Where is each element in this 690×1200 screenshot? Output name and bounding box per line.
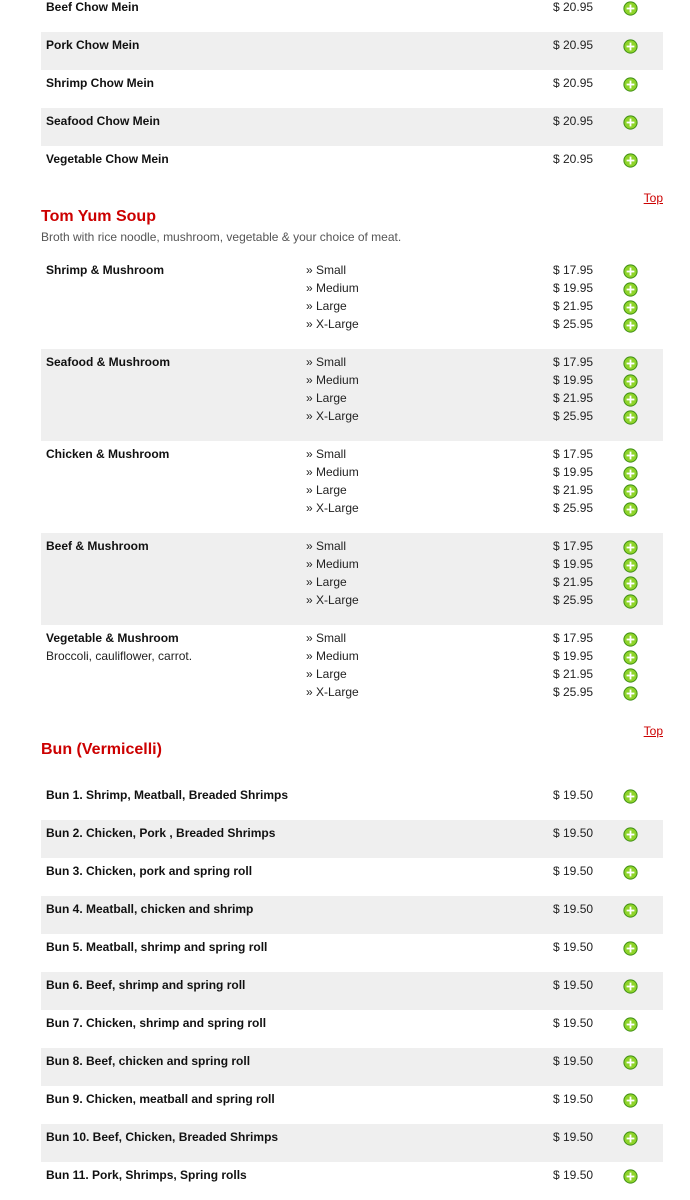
item-name: Bun 5. Meatball, shrimp and spring roll xyxy=(46,940,268,954)
item-size-option: » Medium xyxy=(306,281,359,295)
add-to-order-button[interactable] xyxy=(623,1017,638,1032)
item-price: $ 19.95 xyxy=(553,281,594,295)
add-to-order-button[interactable] xyxy=(623,392,638,407)
plus-circle-icon xyxy=(623,264,638,279)
add-to-order-button[interactable] xyxy=(623,1169,638,1184)
menu-item-row xyxy=(41,858,663,896)
plus-circle-icon xyxy=(623,576,638,591)
item-price: $ 20.95 xyxy=(553,152,594,166)
add-to-order-button[interactable] xyxy=(623,318,638,333)
item-price: $ 19.50 xyxy=(553,1168,594,1182)
item-name: Bun 3. Chicken, pork and spring roll xyxy=(46,864,253,878)
plus-circle-icon xyxy=(623,594,638,609)
item-price: $ 19.50 xyxy=(553,826,594,840)
item-price: $ 21.95 xyxy=(553,299,594,313)
add-to-order-button[interactable] xyxy=(623,115,638,130)
menu-section-bun-vermicelli xyxy=(0,740,690,1200)
item-name: Bun 1. Shrimp, Meatball, Breaded Shrimps xyxy=(46,788,289,802)
item-name: Pork Chow Mein xyxy=(46,38,140,52)
plus-circle-icon xyxy=(623,558,638,573)
add-to-order-button[interactable] xyxy=(623,903,638,918)
item-name: Beef Chow Mein xyxy=(46,0,139,14)
menu-item-row xyxy=(41,625,663,717)
item-name: Beef & Mushroom xyxy=(46,539,149,553)
plus-circle-icon xyxy=(623,941,638,956)
add-to-order-button[interactable] xyxy=(623,789,638,804)
item-size-option: » Small xyxy=(306,631,347,645)
item-price: $ 19.50 xyxy=(553,864,594,878)
plus-circle-icon xyxy=(623,1,638,16)
add-to-order-button[interactable] xyxy=(623,632,638,647)
menu-item-row xyxy=(41,972,663,1010)
add-to-order-button[interactable] xyxy=(623,153,638,168)
plus-circle-icon xyxy=(623,448,638,463)
plus-circle-icon xyxy=(623,392,638,407)
plus-circle-icon xyxy=(623,374,638,389)
item-price: $ 21.95 xyxy=(553,483,594,497)
item-price: $ 19.95 xyxy=(553,465,594,479)
item-price: $ 19.95 xyxy=(553,649,594,663)
add-to-order-button[interactable] xyxy=(623,282,638,297)
item-size-option: » X-Large xyxy=(306,501,359,515)
section-title: Tom Yum Soup xyxy=(41,208,156,225)
item-name: Bun 4. Meatball, chicken and shrimp xyxy=(46,902,254,916)
item-size-option: » Large xyxy=(306,483,347,497)
menu-item-row xyxy=(41,896,663,934)
item-size-option: » Small xyxy=(306,539,347,553)
plus-circle-icon xyxy=(623,410,638,425)
item-size-option: » Large xyxy=(306,575,347,589)
section-description: Broth with rice noodle, mushroom, vegetable & your choice of meat. xyxy=(41,230,402,244)
item-price: $ 17.95 xyxy=(553,447,594,461)
menu-item-row xyxy=(41,146,663,184)
item-price: $ 19.50 xyxy=(553,788,594,802)
item-name: Seafood Chow Mein xyxy=(46,114,160,128)
item-name: Bun 9. Chicken, meatball and spring roll xyxy=(46,1092,275,1106)
item-name: Shrimp & Mushroom xyxy=(46,263,165,277)
plus-circle-icon xyxy=(623,466,638,481)
plus-circle-icon xyxy=(623,300,638,315)
item-price: $ 21.95 xyxy=(553,575,594,589)
item-price: $ 25.95 xyxy=(553,317,594,331)
menu-section-tom-yum-soup xyxy=(0,207,690,738)
item-name: Bun 6. Beef, shrimp and spring roll xyxy=(46,978,246,992)
plus-circle-icon xyxy=(623,827,638,842)
menu-item-row xyxy=(41,1124,663,1162)
add-to-order-button[interactable] xyxy=(623,484,638,499)
item-price: $ 25.95 xyxy=(553,501,594,515)
plus-circle-icon xyxy=(623,356,638,371)
item-size-option: » Small xyxy=(306,263,347,277)
plus-circle-icon xyxy=(623,1055,638,1070)
item-size-option: » Small xyxy=(306,355,347,369)
plus-circle-icon xyxy=(623,865,638,880)
section-title: Bun (Vermicelli) xyxy=(41,741,162,758)
add-to-order-button[interactable] xyxy=(623,448,638,463)
item-price: $ 19.50 xyxy=(553,1130,594,1144)
item-price: $ 19.50 xyxy=(553,1054,594,1068)
plus-circle-icon xyxy=(623,115,638,130)
item-price: $ 20.95 xyxy=(553,0,594,14)
menu-item-row xyxy=(41,0,663,32)
add-to-order-button[interactable] xyxy=(623,576,638,591)
plus-circle-icon xyxy=(623,282,638,297)
item-name: Vegetable Chow Mein xyxy=(46,152,169,166)
plus-circle-icon xyxy=(623,650,638,665)
item-name: Shrimp Chow Mein xyxy=(46,76,154,90)
plus-circle-icon xyxy=(623,77,638,92)
menu-item-row xyxy=(41,349,663,441)
menu-item-row xyxy=(41,32,663,70)
item-price: $ 19.50 xyxy=(553,978,594,992)
plus-circle-icon xyxy=(623,318,638,333)
menu-item-row xyxy=(41,1086,663,1124)
item-name: Bun 7. Chicken, shrimp and spring roll xyxy=(46,1016,267,1030)
item-size-option: » Medium xyxy=(306,373,359,387)
item-price: $ 20.95 xyxy=(553,38,594,52)
add-to-order-button[interactable] xyxy=(623,594,638,609)
add-to-order-button[interactable] xyxy=(623,827,638,842)
menu-item-row xyxy=(41,1162,663,1200)
item-description: Broccoli, cauliflower, carrot. xyxy=(46,649,193,663)
item-price: $ 25.95 xyxy=(553,409,594,423)
plus-circle-icon xyxy=(623,39,638,54)
add-to-order-button[interactable] xyxy=(623,865,638,880)
back-to-top-link[interactable]: Top xyxy=(643,191,663,205)
add-to-order-button[interactable] xyxy=(623,941,638,956)
item-size-option: » X-Large xyxy=(306,685,359,699)
item-size-option: » Small xyxy=(306,447,347,461)
item-size-option: » X-Large xyxy=(306,317,359,331)
plus-circle-icon xyxy=(623,153,638,168)
menu-item-row xyxy=(41,533,663,625)
item-price: $ 25.95 xyxy=(553,593,594,607)
item-price: $ 19.50 xyxy=(553,902,594,916)
plus-circle-icon xyxy=(623,502,638,517)
item-price: $ 20.95 xyxy=(553,114,594,128)
add-to-order-button[interactable] xyxy=(623,668,638,683)
add-to-order-button[interactable] xyxy=(623,39,638,54)
add-to-order-button[interactable] xyxy=(623,466,638,481)
add-to-order-button[interactable] xyxy=(623,1055,638,1070)
item-name: Vegetable & Mushroom xyxy=(46,631,179,645)
item-size-option: » Medium xyxy=(306,465,359,479)
item-price: $ 21.95 xyxy=(553,667,594,681)
add-to-order-button[interactable] xyxy=(623,979,638,994)
item-size-option: » Medium xyxy=(306,557,359,571)
item-size-option: » X-Large xyxy=(306,409,359,423)
menu-item-row xyxy=(41,934,663,972)
add-to-order-button[interactable] xyxy=(623,502,638,517)
add-to-order-button[interactable] xyxy=(623,1131,638,1146)
add-to-order-button[interactable] xyxy=(623,650,638,665)
back-to-top-link[interactable]: Top xyxy=(643,724,663,738)
plus-circle-icon xyxy=(623,1093,638,1108)
back-to-top-row xyxy=(41,191,663,205)
add-to-order-button[interactable] xyxy=(623,264,638,279)
add-to-order-button[interactable] xyxy=(623,300,638,315)
section-header xyxy=(41,740,663,782)
item-price: $ 19.50 xyxy=(553,1092,594,1106)
item-price: $ 21.95 xyxy=(553,391,594,405)
menu-item-row xyxy=(41,820,663,858)
add-to-order-button[interactable] xyxy=(623,410,638,425)
item-name: Bun 8. Beef, chicken and spring roll xyxy=(46,1054,251,1068)
item-price: $ 19.95 xyxy=(553,373,594,387)
add-to-order-button[interactable] xyxy=(623,374,638,389)
plus-circle-icon xyxy=(623,1017,638,1032)
plus-circle-icon xyxy=(623,979,638,994)
plus-circle-icon xyxy=(623,1131,638,1146)
item-price: $ 19.50 xyxy=(553,1016,594,1030)
item-size-option: » Large xyxy=(306,299,347,313)
item-price: $ 19.50 xyxy=(553,940,594,954)
item-name: Bun 2. Chicken, Pork , Breaded Shrimps xyxy=(46,826,276,840)
add-to-order-button[interactable] xyxy=(623,686,638,701)
menu-item-row xyxy=(41,441,663,533)
menu-item-row xyxy=(41,1048,663,1086)
menu-item-row xyxy=(41,70,663,108)
item-price: $ 20.95 xyxy=(553,76,594,90)
add-to-order-button[interactable] xyxy=(623,1,638,16)
menu-item-row xyxy=(41,782,663,820)
item-price: $ 17.95 xyxy=(553,631,594,645)
item-price: $ 25.95 xyxy=(553,685,594,699)
menu-section-chow-mein xyxy=(0,0,690,205)
menu-item-row xyxy=(41,257,663,349)
plus-circle-icon xyxy=(623,903,638,918)
plus-circle-icon xyxy=(623,668,638,683)
item-size-option: » X-Large xyxy=(306,593,359,607)
add-to-order-button[interactable] xyxy=(623,356,638,371)
item-name: Seafood & Mushroom xyxy=(46,355,171,369)
add-to-order-button[interactable] xyxy=(623,1093,638,1108)
plus-circle-icon xyxy=(623,632,638,647)
section-header xyxy=(41,207,663,257)
menu-item-row xyxy=(41,1010,663,1048)
add-to-order-button[interactable] xyxy=(623,77,638,92)
plus-circle-icon xyxy=(623,789,638,804)
plus-circle-icon xyxy=(623,540,638,555)
item-price: $ 17.95 xyxy=(553,539,594,553)
item-price: $ 17.95 xyxy=(553,355,594,369)
item-size-option: » Medium xyxy=(306,649,359,663)
item-name: Bun 10. Beef, Chicken, Breaded Shrimps xyxy=(46,1130,279,1144)
plus-circle-icon xyxy=(623,1169,638,1184)
item-name: Chicken & Mushroom xyxy=(46,447,170,461)
item-price: $ 17.95 xyxy=(553,263,594,277)
item-size-option: » Large xyxy=(306,667,347,681)
item-price: $ 19.95 xyxy=(553,557,594,571)
plus-circle-icon xyxy=(623,686,638,701)
plus-circle-icon xyxy=(623,484,638,499)
item-size-option: » Large xyxy=(306,391,347,405)
add-to-order-button[interactable] xyxy=(623,558,638,573)
add-to-order-button[interactable] xyxy=(623,540,638,555)
item-name: Bun 11. Pork, Shrimps, Spring rolls xyxy=(46,1168,247,1182)
back-to-top-row xyxy=(41,724,663,738)
menu-item-row xyxy=(41,108,663,146)
